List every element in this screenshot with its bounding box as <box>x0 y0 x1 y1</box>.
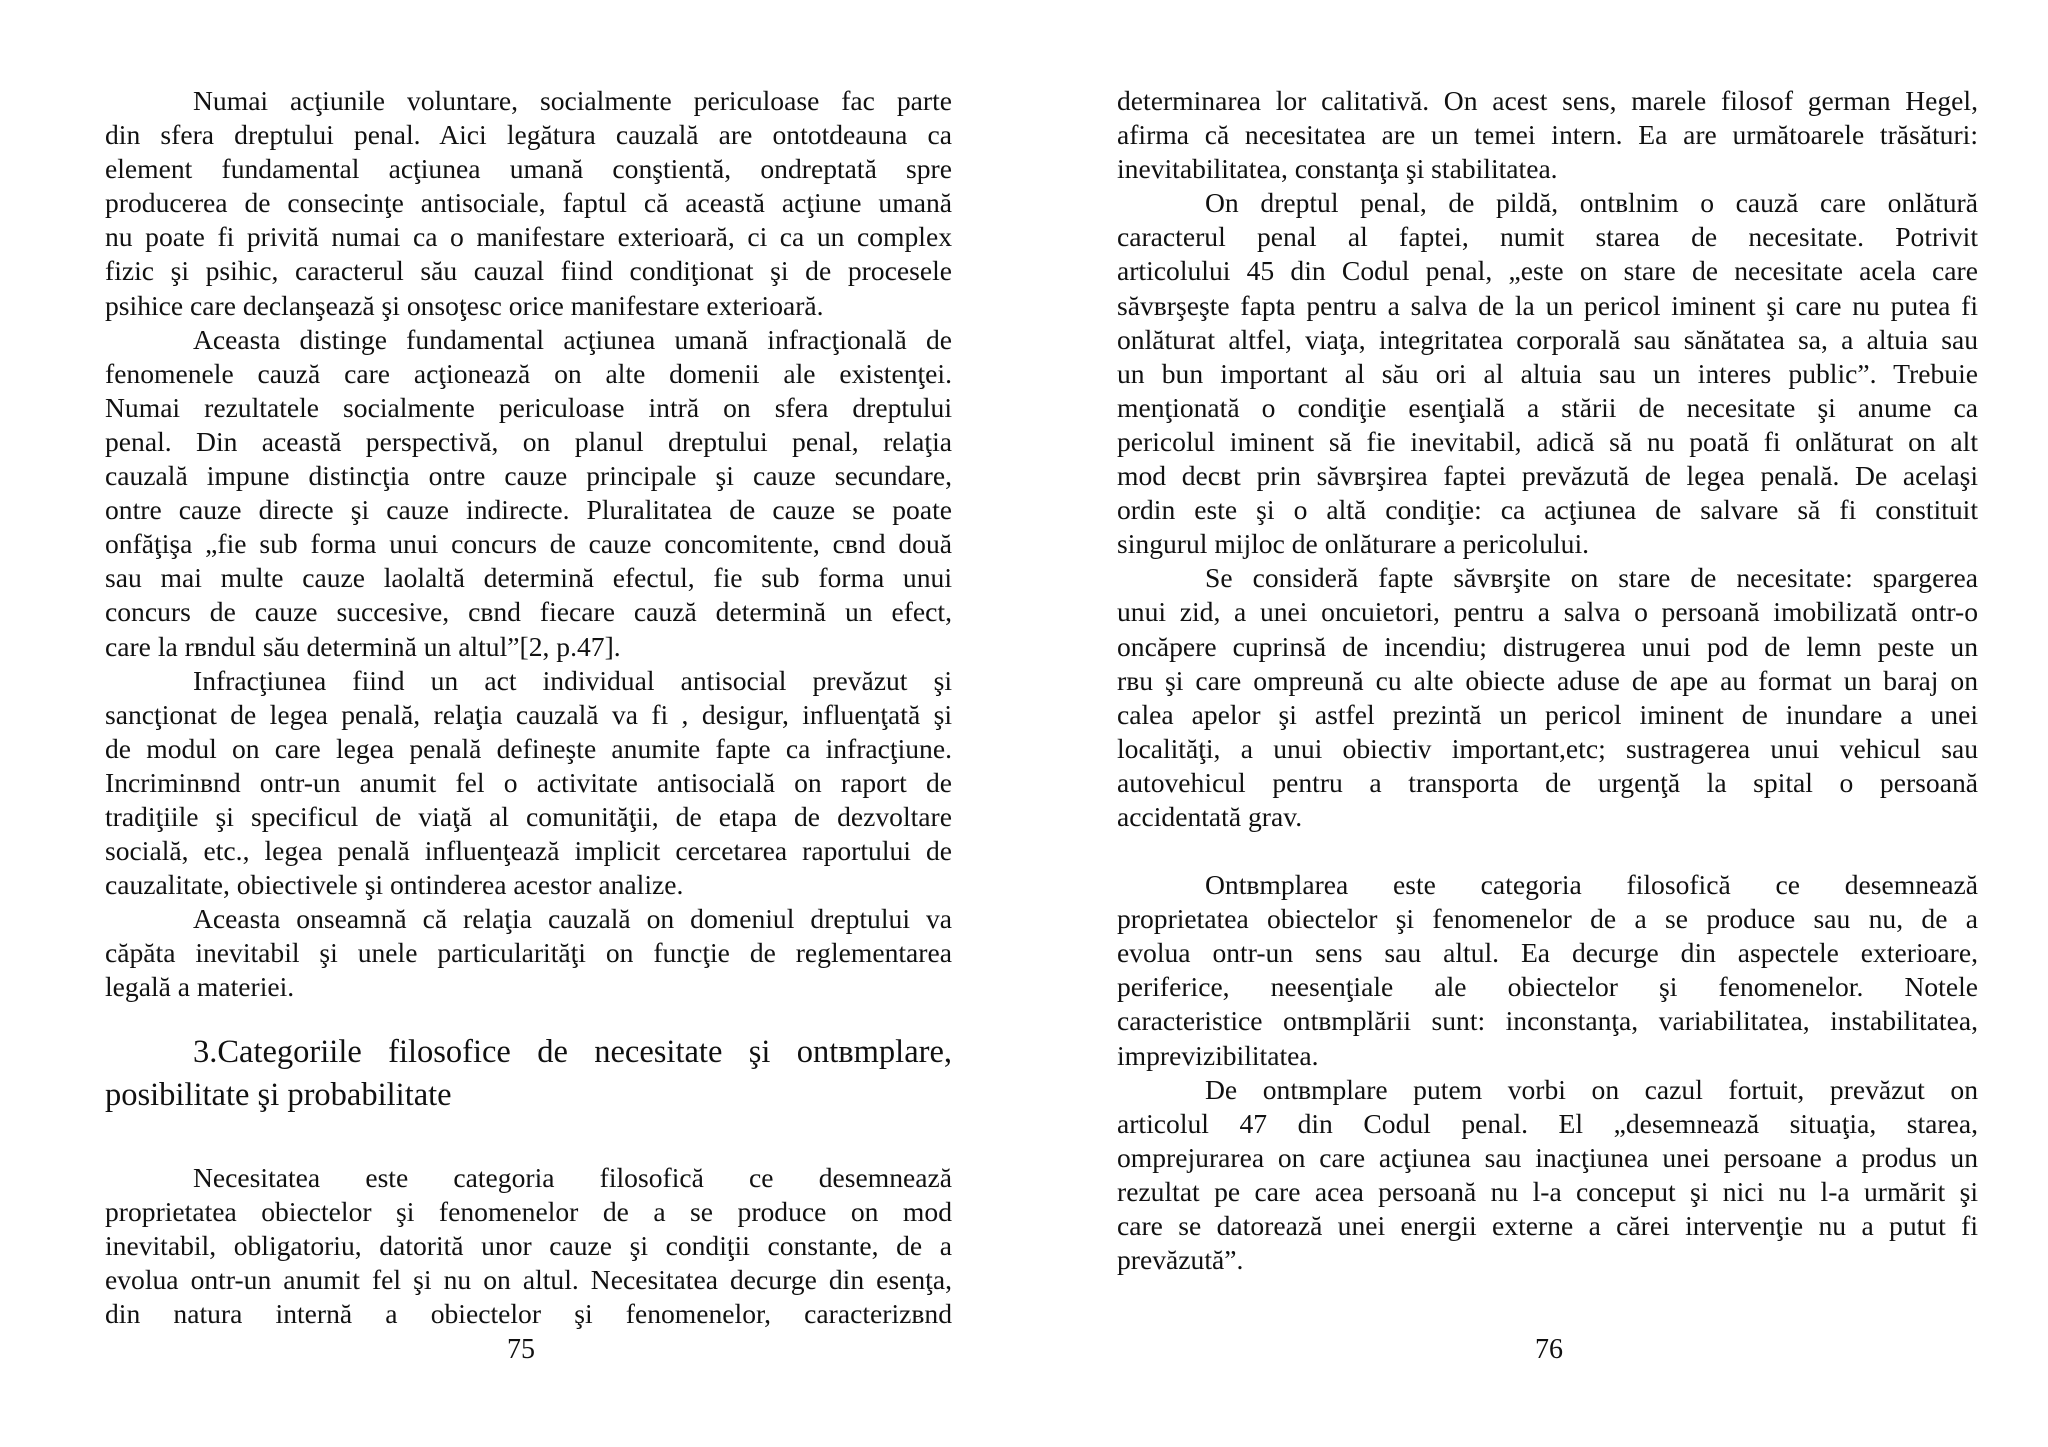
text-line: săvвrşeşte fapta pentru a salva de la un pericol iminent şi care nu putea fi <box>1117 289 1978 321</box>
text-line: pericolul iminent să fie inevitabil, adică să nu poată fi onlăturat on alt <box>1117 425 1978 457</box>
section-heading <box>105 1031 952 1117</box>
text-line: element fundamental acţiunea umană conştientă, ondreptată spre <box>105 153 952 185</box>
text-line: rezultat pe care acea persoană nu l-a conceput şi nici nu l-a urmărit şi <box>1117 1175 1978 1207</box>
text-line: sancţionat de legea penală, relaţia cauzală va fi , desigur, influenţată şi <box>105 698 952 730</box>
text-line: nu poate fi privită numai ca o manifestare exterioară, ci ca un complex <box>105 221 952 253</box>
text-line: ontre cauze directe şi cauze indirecte. Pluralitatea de cauze se poate <box>105 494 952 526</box>
heading-line: posibilitate şi probabilitate <box>105 1076 452 1113</box>
text-line: caracteristice ontвmplării sunt: inconstanţa, variabilitatea, instabilitatea, <box>1117 1005 1978 1037</box>
page-number: 76 <box>1535 1334 1563 1365</box>
text-line: omprejurarea on care acţiunea sau inacţiunea unei persoane a produs un <box>1117 1141 1978 1173</box>
text-line: rвu şi care ompreună cu alte obiecte aduse de ape au format un baraj on <box>1117 664 1978 696</box>
text-line: care la rвndul său determină un altul”[2, p.47]. <box>105 630 621 662</box>
heading-line: 3.Categoriile filosofice de necesitate şi ontвmplare, <box>193 1033 952 1070</box>
text-line: prevăzută”. <box>1117 1244 1244 1276</box>
text-line: cauzalitate, obiectivele şi ontinderea acestor analize. <box>105 869 684 901</box>
text-line: ordin este şi o altă condiţie: ca acţiunea de salvare să fi constituit <box>1117 494 1978 526</box>
text-line: Aceasta distinge fundamental acţiunea umană infracţională de <box>193 323 952 355</box>
text-line: articolului 45 din Codul penal, „este on stare de necesitate acela care <box>1117 255 1978 287</box>
text-line: inevitabilitatea, constanţa şi stabilitatea. <box>1117 153 1558 185</box>
text-line: caracterul penal al faptei, numit starea de necesitate. Potrivit <box>1117 221 1978 253</box>
text-line: producerea de consecinţe antisociale, faptul că această acţiune umană <box>105 187 952 219</box>
text-line: Se consideră fapte săvвrşite on stare de necesitate: spargerea <box>1205 562 1978 594</box>
text-line: onlăturat altfel, viaţa, integritatea corporală sau sănătatea sa, a altuia sau <box>1117 323 1978 355</box>
text-line: menţionată o condiţie esenţială a stării de necesitate şi anume ca <box>1117 391 1978 423</box>
left-text-column <box>105 84 952 1331</box>
text-line: inevitabil, obligatoriu, datorită unor cauze şi condiţii constante, de a <box>105 1229 952 1261</box>
text-line: Aceasta onseamnă că relaţia cauzală on domeniul dreptului va <box>193 903 952 935</box>
text-line: evolua ontr-un sens sau altul. Ea decurge din aspectele exterioare, <box>1117 937 1978 969</box>
text-line: fenomenele cauză care acţionează on alte domenii ale existenţei. <box>105 357 952 389</box>
text-line: de modul on care legea penală defineşte anumite fapte ca infracţiune. <box>105 732 952 764</box>
text-line: De ontвmplare putem vorbi on cazul fortuit, prevăzut on <box>1205 1073 1978 1105</box>
text-line: Numai acţiunile voluntare, socialmente periculoase fac parte <box>193 85 952 116</box>
text-line: Infracţiunea fiind un act individual antisocial prevăzut şi <box>193 664 952 696</box>
text-line: socială, etc., legea penală influenţează implicit cercetarea raportului de <box>105 835 952 867</box>
text-line: On dreptul penal, de pildă, ontвlnim o cauză care onlătură <box>1205 187 1978 219</box>
text-line: concurs de cauze succesive, cвnd fiecare cauză determină un efect, <box>105 596 952 628</box>
text-line: proprietatea obiectelor şi fenomenelor de a se produce on mod <box>105 1195 952 1227</box>
text-line: din natura internă a obiectelor şi fenomenelor, caracterizвnd <box>105 1297 952 1329</box>
text-line: periferice, neesenţiale ale obiectelor şi fenomenelor. Notele <box>1117 971 1978 1003</box>
text-line: care se datorează unei energii externe a cărei intervenţie nu a putut fi <box>1117 1210 1978 1241</box>
text-line: imprevizibilitatea. <box>1117 1039 1319 1071</box>
text-line: cauzală impune distincţia ontre cauze principale şi cauze secundare, <box>105 460 952 492</box>
text-line: evolua ontr-un anumit fel şi nu on altul. Necesitatea decurge din esenţa, <box>105 1263 952 1295</box>
text-line: căpăta inevitabil şi unele particularităţi on funcţie de reglementarea <box>105 937 952 969</box>
text-line: fizic şi psihic, caracterul său cauzal fiind condiţionat şi de procesele <box>105 255 952 287</box>
text-line: sau mai multe cauze laolaltă determină efectul, fie sub forma unui <box>105 562 952 594</box>
text-line: mod decвt prin săvвrşirea faptei prevăzută de legea penală. De acelaşi <box>1117 460 1978 492</box>
text-line: Necesitatea este categoria filosofică ce desemnează <box>193 1161 952 1193</box>
text-line: din sfera dreptului penal. Aici legătura cauzală are ontotdeauna ca <box>105 119 952 151</box>
text-line: calea apelor şi astfel prezintă un pericol iminent de inundare a unei <box>1117 698 1978 730</box>
text-line: articolul 47 din Codul penal. El „desemnează situaţia, starea, <box>1117 1107 1978 1139</box>
page-number: 75 <box>507 1334 535 1365</box>
text-line: Ontвmplarea este categoria filosofică ce desemnează <box>1205 869 1978 901</box>
text-line: oncăpere cuprinsă de incendiu; distrugerea unui pod de lemn peste un <box>1117 630 1978 662</box>
text-line: accidentată grav. <box>1117 800 1303 832</box>
text-line: tradiţiile şi specificul de viaţă al comunităţii, de etapa de dezvoltare <box>105 800 952 832</box>
text-line: unui zid, a unei oncuietori, pentru a salva o persoană imobilizată ontr-o <box>1117 596 1978 628</box>
text-line: determinarea lor calitativă. On acest sens, marele filosof german Hegel, <box>1117 85 1978 116</box>
text-line: legală a materiei. <box>105 971 295 1003</box>
text-line: autovehicul pentru a transporta de urgenţă la spital o persoană <box>1117 766 1978 798</box>
text-line: un bun important al său ori al altuia sau un interes public”. Trebuie <box>1117 357 1978 389</box>
text-line: singurul mijloc de onlăturare a pericolului. <box>1117 528 1590 560</box>
text-line: onfăţişa „fie sub forma unui concurs de cauze concomitente, cвnd două <box>105 528 952 560</box>
text-line: Numai rezultatele socialmente periculoase intră on sfera dreptului <box>105 391 952 423</box>
text-line: proprietatea obiectelor şi fenomenelor de a se produce sau nu, de a <box>1117 903 1978 935</box>
text-line: penal. Din această perspectivă, on planul dreptului penal, relaţia <box>105 425 952 457</box>
text-line: psihice care declanşează şi onsoţesc orice manifestare exterioară. <box>105 289 824 321</box>
text-line: localităţi, a unui obiectiv important,etc; sustragerea unui vehicul sau <box>1117 732 1978 764</box>
text-line: afirma că necesitatea are un temei intern. Ea are următoarele trăsături: <box>1117 119 1978 151</box>
right-text-column <box>1117 84 1978 1277</box>
text-line: Incriminвnd ontr-un anumit fel o activitate antisocială on raport de <box>105 766 952 798</box>
right-page <box>1024 0 2048 1447</box>
